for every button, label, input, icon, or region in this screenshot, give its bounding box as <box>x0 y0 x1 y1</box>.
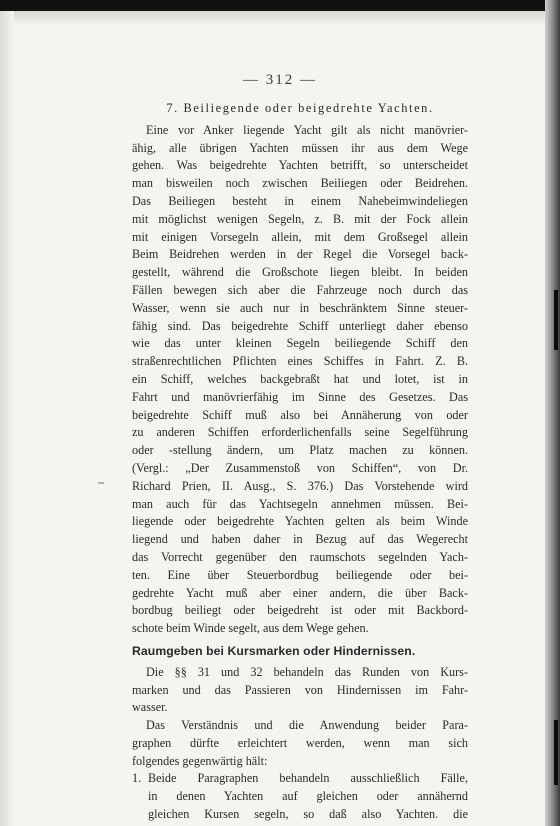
text-line: gleichen Kursen segeln, so daß also Yachten. die <box>148 807 468 822</box>
text-line: ähig, alle übrigen Yachten müssen ihr aus dem Wege <box>132 140 468 155</box>
raumgeben-paragraph-1 <box>132 664 468 717</box>
text-line: Beim Beidrehen werden in der Regel die Vorsegel back- <box>132 247 468 262</box>
text-line: beigedrehte Schiff muß also bei Annäherung von oder <box>132 407 468 422</box>
list-marker: 1. <box>132 771 142 786</box>
text-line: gestellt, während die Großschote liegen bleibt. In beiden <box>132 265 468 280</box>
text-line: man bisweilen noch zwischen Beiliegen oder Beidrehen. <box>132 176 468 191</box>
text-line: straßenrechtlichen Pflichten eines Schiffes in Fahrt. Z. B. <box>132 354 468 369</box>
text-line: ein Schiff, welches backgebraßt hat und lotet, ist in <box>132 371 468 386</box>
text-line: liegend und haben daher in Bezug auf das Wegerecht <box>132 532 468 547</box>
text-line: mit einigen Vorsegeln allein, mit dem Großsegel allein <box>132 229 468 244</box>
edge-mark <box>554 290 558 350</box>
scan-top-shadow <box>0 11 545 25</box>
section-heading-bold: Raumgeben bei Kursmarken oder Hindernissen. <box>132 643 416 658</box>
text-line: oder -stellung ändern, um Platz machen zu können. <box>132 443 468 458</box>
text-line: gehen. Was beigedrehte Yachten betrifft, so unterscheidet <box>132 158 468 173</box>
text-line: Fällen bewegen sich aber die Fahrzeuge noch durch das <box>132 282 468 297</box>
section-heading: 7. Beiliegende oder beigedrehte Yachten. <box>166 101 434 115</box>
section7-paragraph <box>132 122 468 638</box>
text-line: marken und das Passieren von Hindernissen im Fahr- <box>132 682 468 697</box>
text-line: liegende oder beigedrehte Yachten gelten als beim Winde <box>132 514 468 529</box>
text-line: graphen dürfte erleichtert werden, wenn man sich <box>132 735 468 750</box>
text-line: mit möglichst wenigen Segeln, z. B. mit der Fock allein <box>132 211 468 226</box>
text-line: (Vergl.: „Der Zusammenstoß von Schiffen“, von Dr. <box>132 460 468 475</box>
text-line: zu anderen Schiffen erforderlichenfalls seine Segelführung <box>132 425 468 440</box>
text-line: schote beim Winde segelt, aus dem Wege gehen. <box>132 621 369 636</box>
scan-speck <box>98 482 104 484</box>
scan-top-border <box>0 0 560 11</box>
numbered-list-item <box>132 770 468 823</box>
text-line: bordbug beiliegt oder beigedreht ist oder mit Backbord- <box>132 603 468 618</box>
raumgeben-paragraph-2 <box>132 717 468 770</box>
text-line: Fahrt und manövrierfähig im Sinne des Gesetzes. Das <box>132 389 468 404</box>
text-line: folgendes gegenwärtig hält: <box>132 753 268 768</box>
page-body <box>132 100 468 824</box>
text-line: gedrehte Yacht muß aber einer andern, die über Back- <box>132 585 468 600</box>
scan-left-shadow <box>0 11 14 826</box>
text-line: Richard Prien, II. Ausg., S. 376.) Das Vorstehende wird <box>132 478 468 493</box>
text-line: Das Verständnis und die Anwendung beider Para- <box>146 718 468 733</box>
page-number: — 312 — <box>243 72 317 88</box>
text-line: Eine vor Anker liegende Yacht gilt als nicht manövrier- <box>146 122 468 137</box>
text-line: in denen Yachten auf gleichen oder annähernd <box>148 789 468 804</box>
text-line: ten. Eine über Steuerbordbug beiliegende oder bei- <box>132 567 468 582</box>
text-line: fähig sind. Das beigedrehte Schiff unterliegt daher ebenso <box>132 318 468 333</box>
text-line: wie das unter kleinen Segeln beiliegende Schiff den <box>132 336 468 351</box>
text-line: Die §§ 31 und 32 behandeln das Runden von Kurs- <box>146 664 468 679</box>
text-line: man auch für das Yachtsegeln annehmen müssen. Bei- <box>132 496 468 511</box>
text-line: Beide Paragraphen behandeln ausschließlich Fälle, <box>148 771 468 786</box>
text-line: wasser. <box>132 700 168 715</box>
text-line: Wasser, wenn sie auch nur in beschränktem Sinne steuer- <box>132 300 468 315</box>
text-line: das Vorrecht gegenüber den raumschots segelnden Yach- <box>132 549 468 564</box>
text-line: Das Beiliegen besteht in einem Nahebeimwindeliegen <box>132 193 468 208</box>
scan-right-edge <box>545 0 560 826</box>
edge-mark <box>554 720 558 785</box>
